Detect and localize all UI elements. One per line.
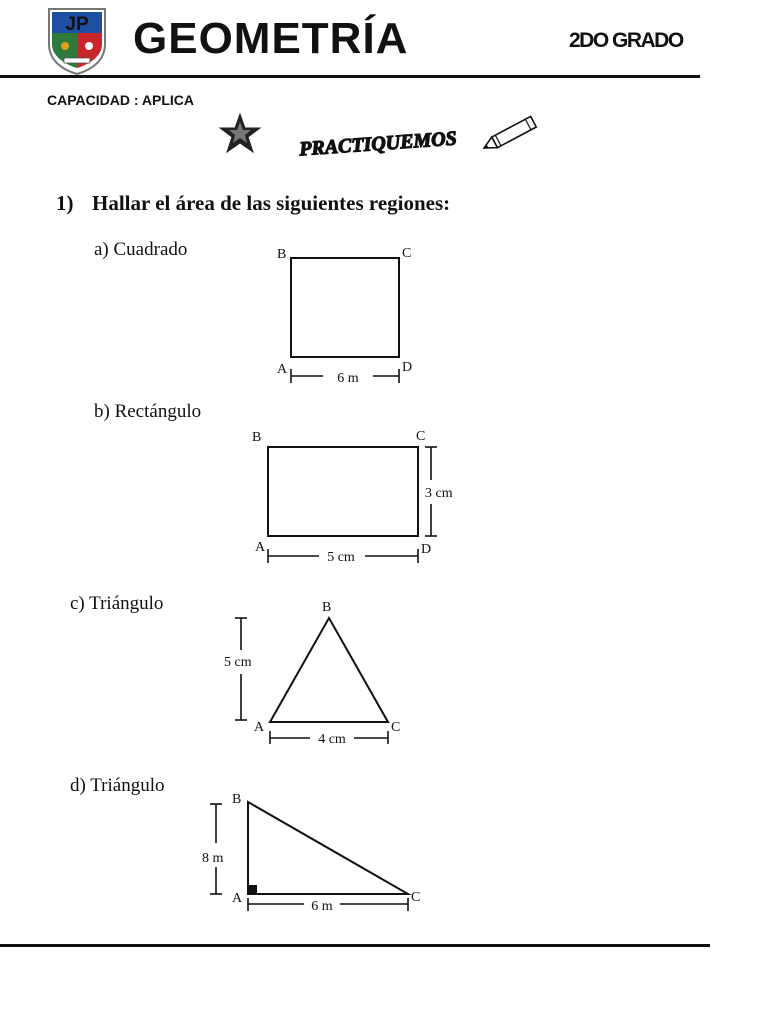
- right-angle-marker: [248, 885, 257, 894]
- vertex-a: A: [232, 891, 243, 906]
- vertex-b: B: [232, 792, 242, 807]
- triangle-c-figure: [218, 596, 418, 752]
- item-c-label: c) Triángulo: [70, 593, 164, 614]
- banner-text: PRACTIQUEMOS: [298, 127, 458, 160]
- vertex-c: C: [411, 890, 421, 905]
- square-figure: [260, 240, 430, 390]
- pencil-icon: [481, 116, 536, 153]
- page-title: GEOMETRÍA: [133, 14, 409, 63]
- grade-label: 2DO GRADO: [569, 29, 683, 52]
- school-logo: [46, 6, 108, 76]
- item-d-label: d) Triángulo: [70, 775, 165, 796]
- base-label: 6 m: [311, 899, 333, 914]
- height-label: 5 cm: [224, 655, 252, 670]
- vertex-b: B: [277, 247, 287, 262]
- question-text: Hallar el área de las siguientes regiones:: [92, 191, 451, 215]
- base-label: 4 cm: [318, 732, 346, 747]
- header-divider: [0, 75, 700, 78]
- svg-text:JP: JP: [65, 14, 89, 35]
- item-a-label: a) Cuadrado: [94, 239, 188, 260]
- vertex-b: B: [322, 600, 332, 615]
- footer-divider: [0, 944, 710, 947]
- question-number: 1): [56, 191, 74, 215]
- vertex-d: D: [402, 360, 413, 375]
- vertex-a: A: [255, 540, 266, 555]
- vertex-c: C: [391, 720, 401, 735]
- star-icon: [220, 114, 260, 152]
- vertex-b: B: [252, 430, 262, 445]
- vertex-c: C: [416, 429, 426, 444]
- vertex-a: A: [254, 720, 265, 735]
- triangle-d-figure: [196, 786, 432, 920]
- practice-banner: [218, 108, 550, 160]
- height-dimension: [210, 804, 222, 894]
- vertex-d: D: [421, 542, 432, 557]
- vertex-c: C: [402, 246, 412, 261]
- base-label: 6 m: [337, 371, 359, 386]
- rectangle-figure: [248, 424, 468, 570]
- capacity-label: CAPACIDAD : APLICA: [47, 92, 194, 108]
- height-label: 8 m: [202, 851, 224, 866]
- item-b-label: b) Rectángulo: [94, 401, 202, 422]
- vertex-a: A: [277, 362, 288, 377]
- base-label: 5 cm: [327, 550, 355, 565]
- height-label: 3 cm: [425, 486, 453, 501]
